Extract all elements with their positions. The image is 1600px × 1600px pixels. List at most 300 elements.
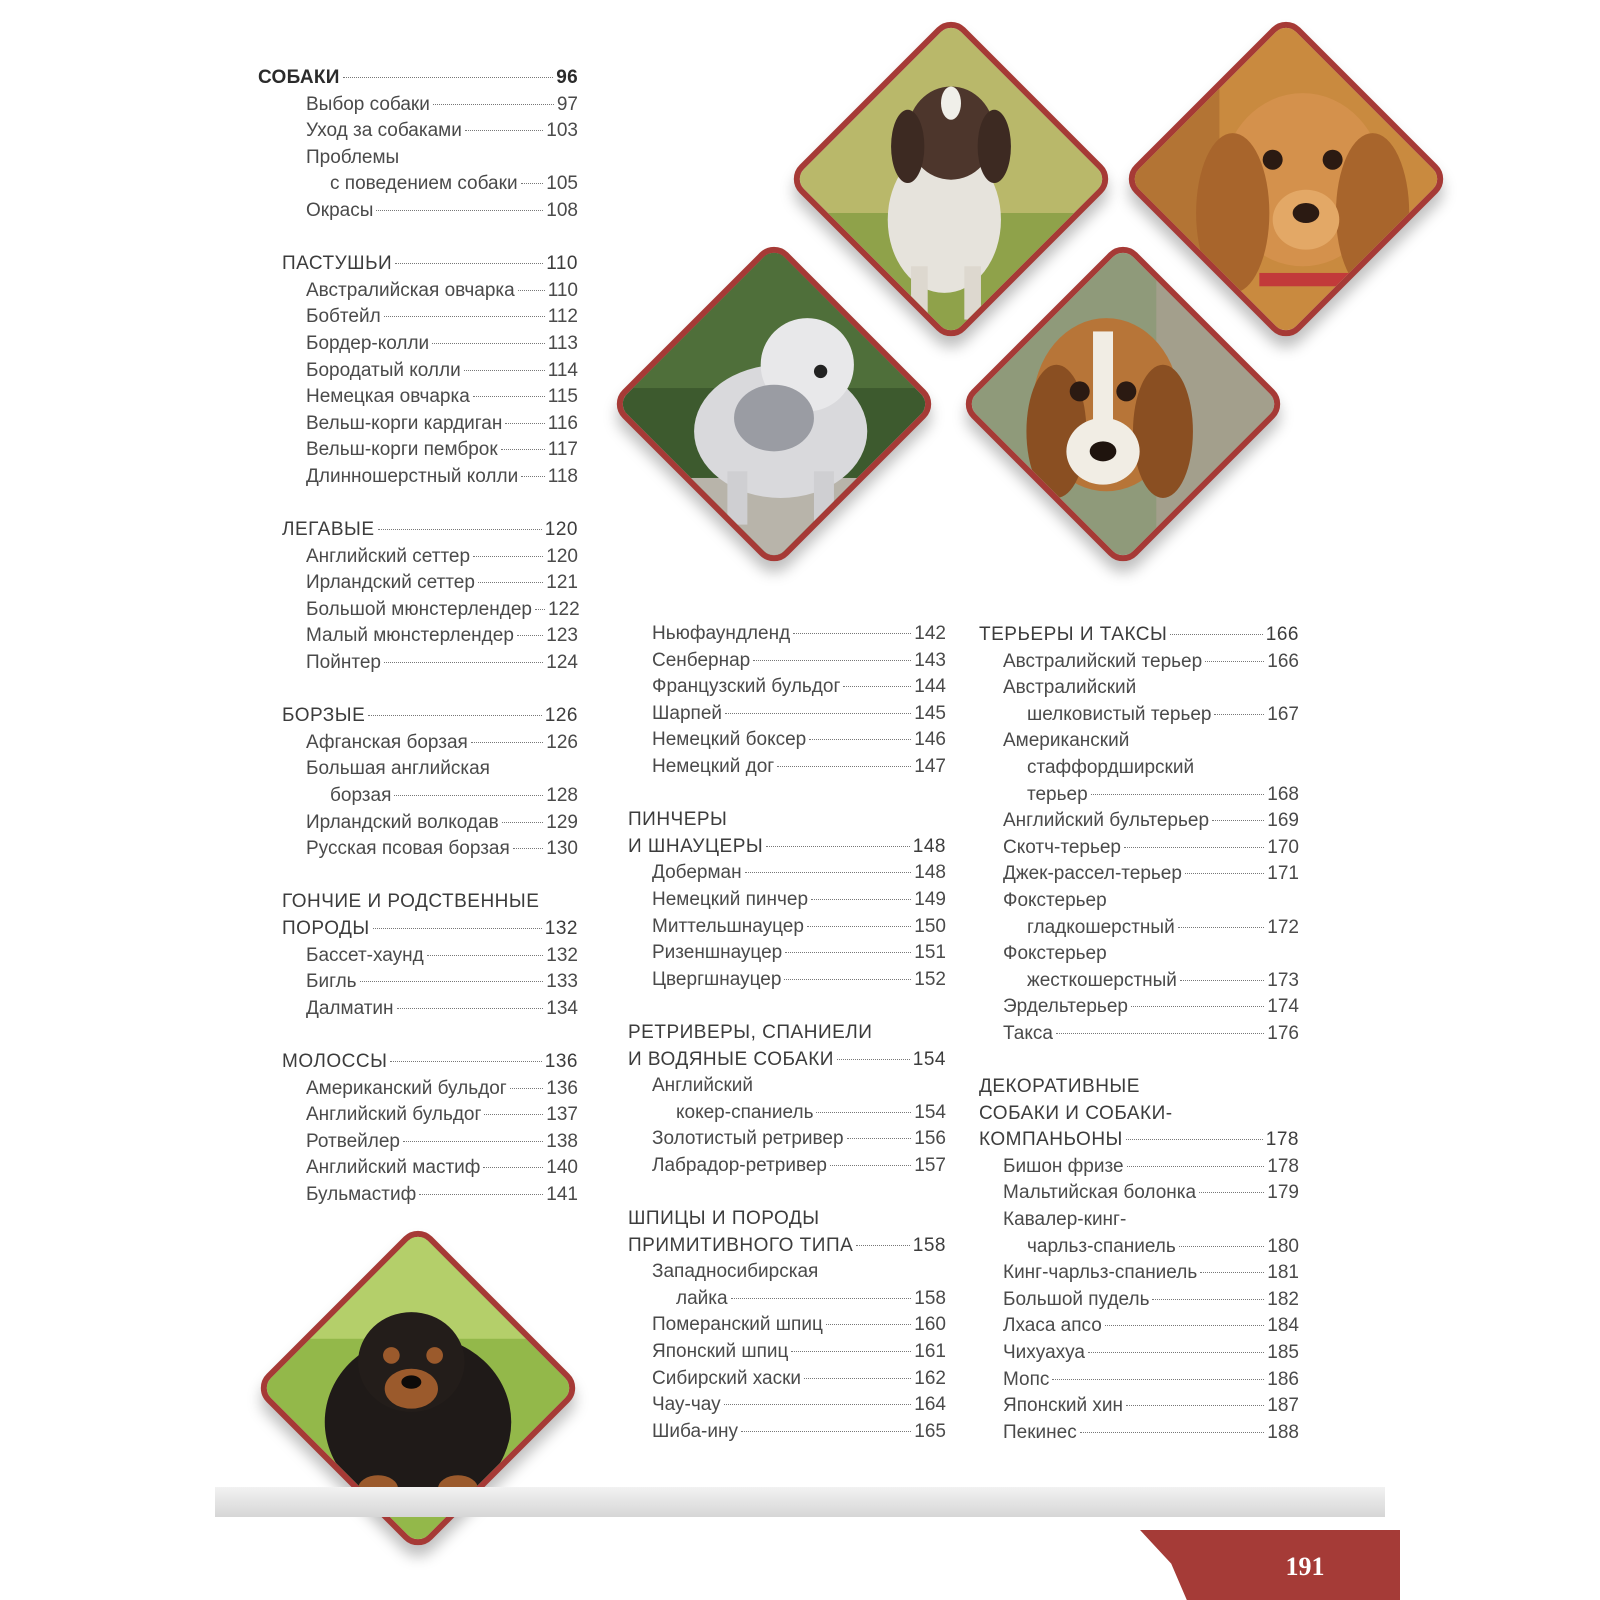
toc-page: 144 [914, 676, 946, 698]
toc-page: 166 [1265, 624, 1299, 645]
toc-entry[interactable] [979, 702, 1299, 729]
toc-label-line: Проблемы [306, 146, 400, 168]
toc-label: Вельш-корги кардиган [306, 412, 503, 434]
toc-page: 115 [547, 386, 578, 408]
toc-page: 103 [546, 120, 578, 142]
toc-section-shpicy[interactable] [628, 1233, 946, 1260]
toc-entry[interactable] [628, 887, 946, 914]
toc-label-line: Австралийский [1003, 677, 1137, 699]
toc-page: 165 [914, 1420, 946, 1442]
toc-label: Американский бульдог [306, 1077, 507, 1099]
toc-label-line: Большая английская [306, 758, 490, 780]
toc-entry[interactable] [628, 1392, 946, 1419]
toc-leader [1124, 847, 1264, 848]
toc-page: 178 [1267, 1155, 1299, 1177]
toc-entry[interactable] [628, 1366, 946, 1393]
toc-label-line: Фокстерьер [1003, 943, 1107, 965]
toc-entry[interactable] [979, 915, 1299, 942]
toc-leader [373, 928, 542, 929]
toc-leader [1126, 1139, 1263, 1140]
toc-page: 118 [547, 465, 578, 487]
toc-page: 96 [556, 67, 578, 88]
toc-page: 136 [546, 1077, 578, 1099]
toc-label: Пойнтер [306, 652, 381, 674]
toc-section-borzye[interactable] [258, 703, 578, 730]
toc-page: 166 [1267, 650, 1299, 672]
toc-leader [725, 713, 911, 714]
toc-page: 117 [547, 439, 578, 461]
toc-label-line: Фокстерьер [1003, 889, 1107, 911]
toc-entry[interactable] [979, 1021, 1299, 1048]
toc-entry[interactable] [258, 358, 578, 385]
toc-leader [766, 846, 910, 847]
toc-entry[interactable] [979, 1180, 1299, 1207]
toc-leader [478, 582, 543, 583]
toc-leader [502, 822, 544, 823]
toc-label: борзая [330, 785, 392, 807]
toc-entry[interactable] [979, 1313, 1299, 1340]
toc-leader [843, 686, 911, 687]
toc-label: Скотч-терьер [1003, 836, 1121, 858]
toc-page: 174 [1267, 996, 1299, 1018]
toc-leader [1199, 1192, 1264, 1193]
toc-page: 147 [914, 755, 946, 777]
toc-entry[interactable] [628, 621, 946, 648]
toc-page: 138 [546, 1130, 578, 1152]
toc-column-3 [979, 622, 1299, 1446]
toc-entry[interactable] [258, 1076, 578, 1103]
toc-entry[interactable] [628, 967, 946, 994]
toc-leader [753, 660, 911, 661]
toc-entry[interactable] [258, 1102, 578, 1129]
toc-page: 151 [914, 942, 946, 964]
toc-leader [830, 1165, 911, 1166]
toc-leader [390, 1061, 541, 1062]
toc-leader [847, 1138, 912, 1139]
toc-leader [473, 396, 545, 397]
toc-leader [807, 926, 911, 927]
toc-label: Вельш-корги пемброк [306, 439, 498, 461]
toc-page: 130 [546, 838, 578, 860]
toc-leader [376, 210, 543, 211]
toc-label: Японский хин [1003, 1395, 1123, 1417]
toc-page: 134 [546, 997, 578, 1019]
toc-entry[interactable] [628, 727, 946, 754]
toc-leader [1126, 1405, 1264, 1406]
toc-entry[interactable] [979, 1154, 1299, 1181]
toc-page: 160 [914, 1314, 946, 1336]
toc-page: 187 [1267, 1395, 1299, 1417]
toc-label: Японский шпиц [652, 1341, 789, 1363]
toc-leader [856, 1245, 910, 1246]
toc-page: 97 [556, 93, 578, 115]
toc-leader [1091, 794, 1265, 795]
toc-leader [811, 899, 911, 900]
page-number: 191 [1285, 1552, 1325, 1581]
toc-label: Мальтийская болонка [1003, 1182, 1197, 1204]
toc-page: 158 [914, 1287, 946, 1309]
toc-leader [1105, 1325, 1264, 1326]
toc-page: 108 [546, 199, 578, 221]
toc-page: 142 [914, 623, 946, 644]
toc-page: 184 [1267, 1315, 1299, 1337]
toc-entry[interactable] [258, 996, 578, 1023]
toc-leader [816, 1112, 911, 1113]
toc-entry[interactable] [258, 92, 578, 119]
toc-entry[interactable] [979, 808, 1299, 835]
toc-entry[interactable] [258, 171, 578, 198]
toc-label: Уход за собаками [306, 120, 462, 142]
toc-leader [471, 742, 543, 743]
toc-label: Доберман [652, 862, 742, 884]
toc-leader [403, 1141, 543, 1142]
toc-page: 186 [1267, 1368, 1299, 1390]
toc-leader [1080, 1432, 1265, 1433]
toc-entry[interactable] [979, 968, 1299, 995]
toc-label: Такса [1003, 1022, 1053, 1044]
toc-column-1 [258, 65, 578, 1209]
toc-leader [826, 1324, 911, 1325]
toc-label: Английский бульдог [306, 1104, 482, 1126]
toc-label: Шарпей [652, 702, 723, 724]
toc-entry[interactable] [258, 331, 578, 358]
toc-entry[interactable] [258, 783, 578, 810]
toc-leader [473, 556, 543, 557]
toc-label: чарльз-спаниель [1027, 1235, 1176, 1257]
toc-leader [483, 1167, 543, 1168]
toc-entry[interactable] [258, 943, 578, 970]
toc-label: лайка [676, 1287, 728, 1309]
toc-label: Длинношерстный колли [306, 465, 519, 487]
toc-label: Русская псовая борзая [306, 838, 510, 860]
toc-page: 140 [546, 1157, 578, 1179]
toc-label: Цвергшнауцер [652, 968, 782, 990]
toc-leader [368, 715, 542, 716]
toc-leader [837, 1059, 910, 1060]
toc-label: терьер [1027, 783, 1088, 805]
toc-label: БОРЗЫЕ [282, 705, 366, 727]
toc-entry[interactable] [258, 730, 578, 757]
toc-page: 154 [914, 1101, 946, 1123]
toc-label: жесткошерстный [1027, 969, 1177, 991]
toc-label: шелковистый терьер [1027, 703, 1212, 725]
toc-page: 133 [546, 971, 578, 993]
toc-leader [1214, 714, 1264, 715]
toc-leader [809, 739, 911, 740]
toc-leader [535, 609, 545, 610]
toc-entry[interactable] [628, 701, 946, 728]
toc-leader [521, 183, 544, 184]
toc-entry[interactable] [628, 860, 946, 887]
toc-leader [394, 795, 543, 796]
toc-leader [804, 1378, 911, 1379]
toc-leader [1179, 1246, 1265, 1247]
toc-page: 145 [914, 702, 946, 724]
toc-section-molossy[interactable] [258, 1049, 578, 1076]
toc-page: 124 [546, 652, 578, 674]
toc-section-pinchery[interactable] [628, 834, 946, 861]
toc-entry[interactable] [628, 1100, 946, 1127]
toc-label: СОБАКИ [258, 67, 340, 88]
toc-page: 152 [914, 968, 946, 990]
toc-entry[interactable] [258, 570, 578, 597]
toc-label: КОМПАНЬОНЫ [979, 1129, 1123, 1151]
toc-page: 178 [1265, 1129, 1299, 1151]
toc-leader [433, 104, 554, 105]
toc-leader [505, 423, 544, 424]
toc-label: Бассет-хаунд [306, 944, 424, 966]
toc-page: 188 [1267, 1421, 1299, 1443]
toc-section-dekorativnye[interactable] [979, 1127, 1299, 1154]
toc-entry[interactable] [979, 835, 1299, 862]
toc-page: 173 [1267, 969, 1299, 991]
toc-page: 149 [914, 888, 946, 910]
toc-page: 128 [546, 785, 578, 807]
toc-page: 176 [1267, 1022, 1299, 1044]
toc-entry[interactable] [258, 1182, 578, 1209]
toc-label: Чау-чау [652, 1394, 721, 1416]
toc-label: ПОРОДЫ [282, 918, 370, 939]
toc-entry[interactable] [979, 861, 1299, 888]
toc-entry[interactable] [628, 1419, 946, 1446]
toc-page: 114 [547, 359, 578, 381]
toc-page: 105 [546, 173, 578, 195]
toc-page: 168 [1267, 783, 1299, 805]
toc-page: 123 [546, 625, 578, 647]
toc-page: 141 [546, 1183, 578, 1205]
toc-entry[interactable] [979, 1234, 1299, 1261]
toc-entry[interactable] [258, 810, 578, 837]
toc-leader [1200, 1272, 1264, 1273]
toc-label: Ротвейлер [306, 1130, 400, 1152]
toc-page: 162 [914, 1367, 946, 1389]
toc-page: 161 [914, 1341, 946, 1363]
toc-label: Мопс [1003, 1368, 1050, 1390]
toc-page: 110 [547, 279, 578, 301]
toc-entry[interactable] [258, 623, 578, 650]
toc-leader [1052, 1379, 1264, 1380]
toc-leader [465, 130, 543, 131]
toc-label: Немецкий дог [652, 755, 775, 777]
toc-label: Шиба-ину [652, 1420, 738, 1442]
toc-page: 179 [1267, 1182, 1299, 1204]
toc-label: Лабрадор-ретривер [652, 1154, 827, 1176]
toc-label: И ВОДЯНЫЕ СОБАКИ [628, 1048, 834, 1070]
toc-leader [501, 449, 545, 450]
toc-page: 129 [546, 811, 578, 833]
toc-label: Австралийский терьер [1003, 650, 1203, 672]
toc-entry[interactable] [979, 994, 1299, 1021]
toc-section-retrivery[interactable] [628, 1047, 946, 1074]
toc-entry[interactable] [979, 1287, 1299, 1314]
toc-leader [793, 633, 911, 634]
toc-entry[interactable] [258, 411, 578, 438]
toc-leader [521, 476, 545, 477]
toc-leader [1178, 927, 1265, 928]
toc-leader [1185, 873, 1264, 874]
toc-label: Английский мастиф [306, 1157, 481, 1179]
toc-leader [419, 1194, 543, 1195]
toc-entry[interactable] [628, 1339, 946, 1366]
toc-leader [384, 662, 543, 663]
toc-page: 156 [914, 1128, 946, 1150]
toc-entry[interactable] [979, 649, 1299, 676]
toc-entry[interactable] [979, 1393, 1299, 1420]
toc-entry[interactable] [628, 1126, 946, 1153]
toc-section-pastushi[interactable] [258, 251, 578, 278]
toc-label: Бульмастиф [306, 1183, 417, 1205]
toc-page: 137 [546, 1104, 578, 1126]
toc-leader [785, 952, 911, 953]
toc-label: МОЛОССЫ [282, 1050, 388, 1072]
toc-label: Сибирский хаски [652, 1367, 801, 1389]
toc-page: 150 [914, 915, 946, 937]
toc-label: Ньюфаундленд [652, 623, 791, 644]
toc-page: 164 [914, 1394, 946, 1416]
toc-label: Бордер-колли [306, 332, 430, 354]
toc-section-label-line: ШПИЦЫ И ПОРОДЫ [628, 1208, 820, 1230]
toc-leader [1212, 820, 1264, 821]
toc-entry-sobaki[interactable] [258, 65, 578, 92]
toc-page: 172 [1267, 916, 1299, 938]
toc-leader [1170, 634, 1262, 635]
toc-section-label-line: СОБАКИ И СОБАКИ- [979, 1102, 1173, 1124]
toc-label: Окрасы [306, 199, 374, 221]
toc-leader [432, 343, 545, 344]
toc-page: 182 [1267, 1288, 1299, 1310]
toc-label: Немецкий пинчер [652, 888, 809, 910]
toc-label: Ирландский сеттер [306, 572, 475, 594]
toc-label: Бобтейл [306, 306, 381, 328]
toc-label: Бигль [306, 971, 357, 993]
toc-page: 181 [1267, 1262, 1299, 1284]
toc-entry[interactable] [628, 674, 946, 701]
toc-page: 132 [546, 944, 578, 966]
toc-entry[interactable] [979, 1340, 1299, 1367]
toc-page: 121 [546, 572, 578, 594]
toc-page: 116 [547, 412, 578, 434]
toc-label: Бишон фризе [1003, 1155, 1124, 1177]
toc-leader [343, 77, 554, 78]
toc-page: 169 [1267, 810, 1299, 832]
toc-section-legavye[interactable] [258, 517, 578, 544]
toc-label: Джек-рассел-терьер [1003, 863, 1182, 885]
toc-leader [397, 1008, 544, 1009]
toc-entry[interactable] [979, 782, 1299, 809]
toc-entry[interactable] [258, 304, 578, 331]
toc-leader [378, 529, 542, 530]
toc-leader [791, 1351, 911, 1352]
toc-page: 170 [1267, 836, 1299, 858]
toc-section-label-line: ПИНЧЕРЫ [628, 809, 728, 831]
toc-page: 167 [1267, 703, 1299, 725]
toc-entry[interactable] [628, 754, 946, 781]
toc-label: Кинг-чарльз-спаниель [1003, 1262, 1198, 1284]
toc-entry[interactable] [258, 836, 578, 863]
toc-leader [484, 1114, 543, 1115]
toc-entry[interactable] [258, 118, 578, 145]
toc-label: Немецкая овчарка [306, 386, 470, 408]
toc-entry[interactable] [628, 1153, 946, 1180]
toc-label-line: Кавалер-кинг- [1003, 1209, 1127, 1231]
toc-entry[interactable] [258, 1155, 578, 1182]
toc-label: Чихуахуа [1003, 1342, 1085, 1364]
toc-entry[interactable] [258, 969, 578, 996]
toc-section-label-line: РЕТРИВЕРЫ, СПАНИЕЛИ [628, 1021, 873, 1043]
toc-label: Немецкий боксер [652, 729, 807, 751]
toc-leader [1127, 1166, 1265, 1167]
toc-page: 120 [544, 519, 578, 541]
toc-label: Лхаса апсо [1003, 1315, 1102, 1337]
toc-label: кокер-спаниель [676, 1101, 814, 1123]
toc-entry[interactable] [258, 278, 578, 305]
toc-leader [1180, 980, 1264, 981]
toc-label: ЛЕГАВЫЕ [282, 519, 375, 541]
toc-leader [1088, 1352, 1264, 1353]
toc-entry[interactable] [258, 1129, 578, 1156]
toc-entry[interactable] [979, 1420, 1299, 1447]
toc-entry[interactable] [258, 384, 578, 411]
toc-page: 112 [547, 306, 578, 328]
toc-label: ПРИМИТИВНОГО ТИПА [628, 1234, 854, 1256]
toc-label: Миттельшнауцер [652, 915, 804, 937]
toc-entry[interactable] [979, 1367, 1299, 1394]
toc-leader [517, 635, 543, 636]
toc-page: 148 [914, 862, 946, 884]
toc-label: Французский бульдог [652, 676, 841, 698]
toc-entry[interactable] [628, 914, 946, 941]
toc-entry[interactable] [258, 650, 578, 677]
toc-entry[interactable] [258, 544, 578, 571]
toc-page: 148 [912, 835, 946, 857]
toc-page: 126 [544, 705, 578, 727]
toc-leader [464, 370, 545, 371]
toc-entry[interactable] [258, 437, 578, 464]
toc-section-gonchie[interactable] [258, 916, 578, 943]
toc-label: И ШНАУЦЕРЫ [628, 835, 764, 857]
toc-entry[interactable] [979, 1260, 1299, 1287]
toc-leader [724, 1404, 912, 1405]
toc-entry[interactable] [258, 198, 578, 225]
toc-page: 154 [912, 1048, 946, 1070]
toc-label: Большой пудель [1003, 1288, 1150, 1310]
toc-leader [510, 1088, 544, 1089]
toc-leader [1152, 1299, 1264, 1300]
toc-leader [745, 872, 912, 873]
toc-section-teriery[interactable] [979, 622, 1299, 649]
toc-entry[interactable] [258, 464, 578, 491]
toc-label: ПАСТУШЬИ [282, 253, 393, 275]
toc-leader [427, 955, 544, 956]
toc-entry[interactable] [628, 1312, 946, 1339]
toc-entry[interactable] [628, 648, 946, 675]
toc-page: 110 [546, 253, 578, 275]
toc-entry[interactable] [258, 597, 578, 624]
toc-label: Английский бультерьер [1003, 810, 1210, 832]
toc-label: Афганская борзая [306, 731, 468, 753]
toc-page: 136 [544, 1050, 578, 1072]
toc-entry[interactable] [628, 1286, 946, 1313]
toc-section-label-line: ГОНЧИЕ И РОДСТВЕННЫЕ [282, 891, 540, 913]
toc-leader [360, 981, 544, 982]
toc-label: Ризеншнауцер [652, 942, 783, 964]
toc-label-line: стаффордширский [1027, 756, 1195, 778]
toc-label: Золотистый ретривер [652, 1128, 844, 1150]
toc-entry[interactable] [628, 940, 946, 967]
toc-page: 158 [912, 1234, 946, 1256]
toc-label: гладкошерстный [1027, 916, 1175, 938]
toc-page: 180 [1267, 1235, 1299, 1257]
